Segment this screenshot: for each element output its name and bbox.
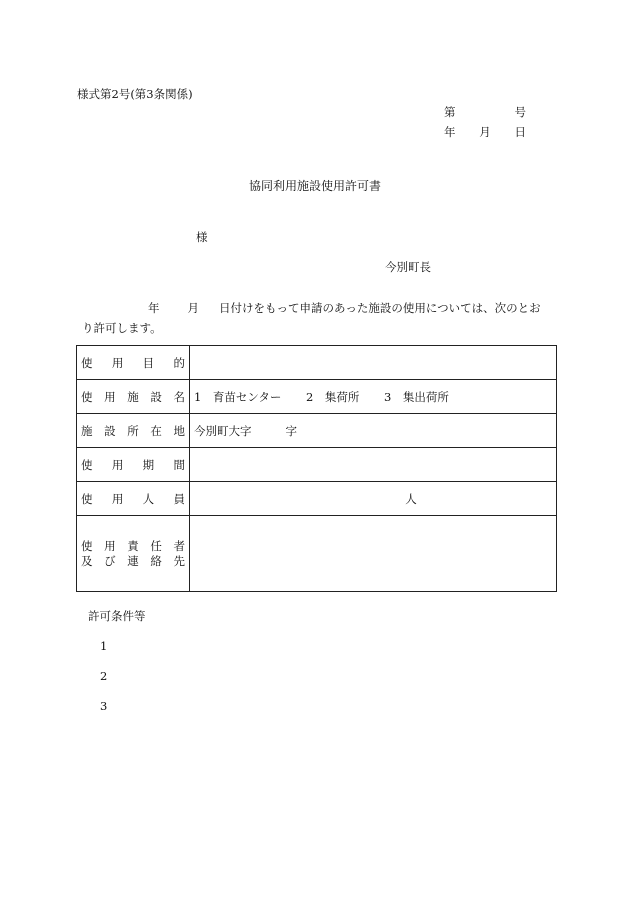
intro-text-line1: 日付けをもって申請のあった施設の使用については、次のとお: [219, 301, 541, 315]
document-title: 協同利用施設使用許可書: [248, 179, 381, 193]
issuer-name: 今別町長: [385, 260, 431, 274]
intro-text-line2: り許可します。: [82, 321, 162, 335]
issue-date-line: [444, 124, 526, 140]
condition-item-1: 1: [100, 639, 108, 653]
table-row: [77, 380, 557, 414]
value-facility-location: [190, 414, 557, 448]
label-usage-period: 使 用 期 間: [77, 448, 190, 482]
value-responsible-contact: [190, 516, 557, 592]
label-facility-name: 使 用 施 設 名: [77, 380, 190, 414]
label-number-of-users: 使 用 人 員: [77, 482, 190, 516]
document-number-line: [444, 104, 526, 120]
number-prefix: 第: [444, 105, 456, 119]
value-usage-purpose: [190, 346, 557, 380]
label-responsible-contact: 使 用 責 任 者 及 び 連 絡 先: [77, 516, 190, 592]
date-day: 日: [514, 125, 526, 139]
table-row: [77, 346, 557, 380]
date-month: 月: [479, 125, 491, 139]
facility-option-3: 3 集出荷所: [384, 389, 449, 404]
table-row: [77, 516, 557, 592]
condition-item-3: 3: [100, 699, 108, 713]
date-year: 年: [444, 125, 456, 139]
number-suffix: 号: [514, 105, 526, 119]
people-unit: 人: [405, 491, 417, 506]
intro-month: 月: [187, 301, 199, 315]
facility-option-2: 2 集荷所: [306, 389, 360, 404]
location-aza: 字: [285, 423, 297, 438]
value-usage-period: [190, 448, 557, 482]
permit-details-table: [76, 345, 557, 592]
table-row: [77, 414, 557, 448]
table-row: [77, 448, 557, 482]
intro-paragraph: [76, 298, 556, 338]
condition-item-2: 2: [100, 669, 108, 683]
form-number: 様式第2号(第3条関係): [77, 87, 193, 101]
value-number-of-users: [190, 482, 557, 516]
facility-option-1: 1 育苗センター: [194, 389, 282, 404]
intro-year: 年: [148, 301, 160, 315]
label-usage-purpose: 使 用 目 的: [77, 346, 190, 380]
addressee-suffix: 様: [196, 230, 208, 244]
value-facility-name: [190, 380, 557, 414]
permit-conditions-title: 許可条件等: [88, 609, 146, 623]
table-row: [77, 482, 557, 516]
location-town: 今別町大字: [194, 423, 252, 438]
label-facility-location: 施 設 所 在 地: [77, 414, 190, 448]
